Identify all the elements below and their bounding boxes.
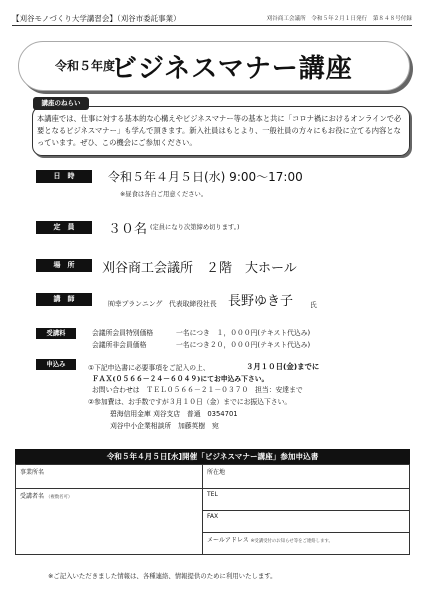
email-note: ※受講受付のお知らせ等をご連絡します。 <box>250 539 333 544</box>
page-title: ビジネスマナー講座 <box>111 54 353 84</box>
date-label: 日 時 <box>36 170 92 183</box>
form-heading: 令和５年４月５日[水]開催「ビジネスマナー講座」参加申込書 <box>15 449 410 464</box>
header-rule <box>12 25 412 26</box>
apply-line1: ①下記申込書に必要事項をご記入の上、 <box>88 364 210 372</box>
address-label: 所在地 <box>207 469 226 476</box>
application-form <box>15 464 410 555</box>
office-name-field[interactable] <box>16 465 203 489</box>
capacity-note: (定員になり次第締め切ります。) <box>150 224 240 231</box>
fax-label: FAX <box>207 513 219 520</box>
email-field[interactable] <box>203 533 410 555</box>
apply-bank: 碧海信用金庫 刈谷支店 普通 0354701 <box>110 410 238 418</box>
lecturer-suffix: 氏 <box>310 301 317 309</box>
aim-text: 本講座では、仕事に対する基本的な心構えやビジネスマナー等の基本と共に「コロナ禍におけるオンラインで必要となるビジネスマナー」も学んで頂きます。新入社員はもとより、一般社員の方々にもお役に立てる内容となっています。ぜひ、この機会にご参加ください。 <box>37 114 402 148</box>
attendee-note: （複数名可） <box>45 495 73 500</box>
venue-label: 場 所 <box>36 259 92 272</box>
office-name-label: 事業所名 <box>20 469 45 476</box>
apply-contact: お問い合わせは ＴＥＬ０５６６－２１－０３７０ 担当：安達まで <box>92 386 303 394</box>
footer-note: ※ご記入いただきました情報は、各種連絡、情報提供のために利用いたします。 <box>48 572 277 580</box>
lecturer-company: ㈲幸プランニング 代表取締役社長 <box>108 300 217 308</box>
tel-label: TEL <box>207 491 218 498</box>
header-left: 【刈谷モノづくり大学講習会】（刈谷市委託事業） <box>12 14 181 23</box>
fee-price-member: 一名につき １，０００円(テキスト代込み) <box>176 329 311 337</box>
fee-type-nonmember: 会議所非会員価格 <box>92 341 147 349</box>
aim-label: 講座のねらい <box>33 97 89 110</box>
apply-fax: ＦＡＸ(０５６６－２４－６０４９)にてお申込み下さい。 <box>92 375 269 383</box>
tel-field[interactable] <box>203 489 410 511</box>
capacity-label: 定 員 <box>36 221 92 234</box>
apply-deadline: ３月１０日(金)までに <box>246 362 320 371</box>
date-note: ※昼食は各自ご用意ください。 <box>120 191 208 198</box>
fee-type-member: 会議所会員特別価格 <box>92 329 154 337</box>
apply-payment: ②参加費は、お手数ですが３月１０日（金）までにお振込下さい。 <box>88 398 292 406</box>
attendee-field[interactable] <box>16 489 203 555</box>
date-value: 令和５年４月５日(水) 9:00～17:00 <box>108 170 303 184</box>
email-label: メールアドレス <box>207 537 249 544</box>
venue-value: 刈谷商工会議所 ２階 大ホール <box>102 261 297 276</box>
fee-label: 受講料 <box>36 328 76 339</box>
capacity-value: ３０名 <box>108 222 148 237</box>
lecturer-name: 長野ゆき子 <box>228 294 294 309</box>
fax-field[interactable] <box>203 511 410 533</box>
apply-label: 申込み <box>36 359 76 370</box>
header-right: 刈谷商工会議所 令和５年２月１日発行 第８４８号付録 <box>266 16 412 22</box>
lecturer-label: 講 師 <box>36 293 92 306</box>
title-year: 令和５年度 <box>55 59 116 73</box>
apply-account: 刈谷中小企業相談所 加藤英樹 宛 <box>110 422 219 430</box>
attendee-label: 受講者名 <box>20 493 45 500</box>
fee-price-nonmember: 一名につき２０，０００円(テキスト代込み) <box>176 341 311 349</box>
address-field[interactable] <box>203 465 410 489</box>
